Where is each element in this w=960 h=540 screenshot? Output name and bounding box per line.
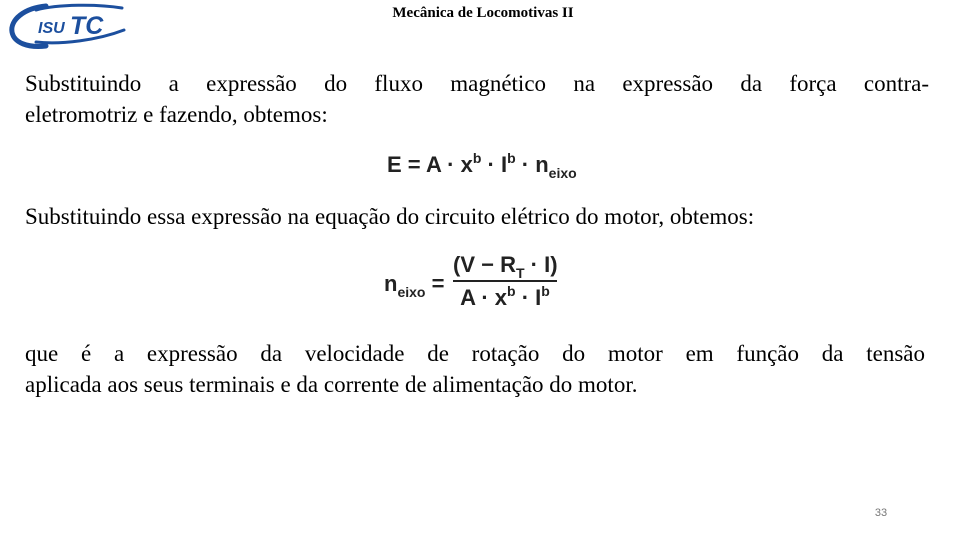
formula2-n: n (384, 271, 398, 296)
paragraph-conclusion-line-1: que é a expressão da velocidade de rotação do motor em função da tensão (25, 341, 925, 366)
formula2-numerator (453, 252, 558, 281)
formula2-numerator-open: (V − R (453, 252, 516, 277)
formula1-x: x (460, 152, 473, 177)
paragraph-intro-line-1: Substituindo a expressão do fluxo magnético na expressão da força contra- (25, 71, 929, 96)
page-number: 33 (874, 507, 888, 519)
paragraph-intro-line-2: eletromotriz e fazendo, obtemos: (25, 102, 328, 127)
formula2-fraction (453, 252, 557, 311)
formula1-i: I (500, 152, 508, 177)
paragraph-conclusion (25, 338, 925, 400)
formula2-denominator-a: A · x (460, 285, 508, 310)
formula1-n-subscript: eixo (548, 165, 577, 181)
paragraph-substitution: Substituindo essa expressão na equação do circuito elétrico do motor, obtemos: (25, 204, 755, 229)
formula2-denominator-x-exponent: b (507, 283, 516, 299)
formula2-denominator (453, 285, 557, 311)
formula1-lhs: E (387, 152, 402, 177)
formula1-equals: = (401, 152, 426, 177)
formula1-dot-3: · (515, 152, 536, 177)
formula-counter-emf (387, 150, 577, 180)
formula2-numerator-close: · I) (524, 252, 558, 277)
paragraph-conclusion-line-2: aplicada aos seus terminais e da corrente de alimentação do motor. (25, 372, 638, 397)
formula1-a: A (425, 152, 442, 177)
paragraph-intro (25, 68, 929, 130)
logo-text-tc: TC (70, 12, 104, 40)
formula2-denominator-i-exponent: b (541, 283, 550, 299)
formula2-fraction-bar (453, 280, 557, 282)
formula1-n: n (535, 152, 549, 177)
formula2-denominator-i: · I (515, 285, 542, 310)
slide-header-title: Mecânica de Locomotivas II (392, 5, 574, 21)
formula1-i-exponent: b (507, 150, 516, 166)
formula2-equals: = (425, 271, 445, 296)
logo-text-isu: ISU (38, 20, 65, 37)
formula2-n-subscript: eixo (397, 284, 426, 300)
formula1-dot-2: · (481, 152, 501, 177)
formula2-lhs (384, 271, 445, 300)
formula1-dot-1: · (441, 152, 461, 177)
formula1-x-exponent: b (472, 150, 482, 166)
formula2-numerator-subscript: T (515, 265, 525, 281)
